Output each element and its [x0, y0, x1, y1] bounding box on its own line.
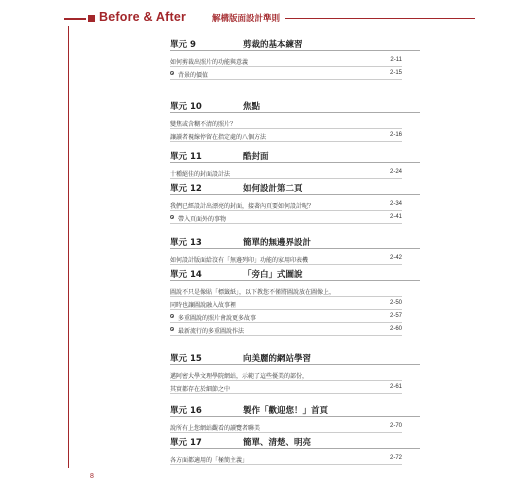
toc-entry[interactable]: [170, 300, 402, 311]
book-subtitle: 解構版面設計準則: [212, 14, 281, 24]
toc-entry-text: 多重圖說的照片會說更多故事: [178, 315, 257, 322]
entry-divider: [170, 393, 402, 394]
unit-divider: [170, 280, 420, 281]
unit-label: 單元 15: [170, 354, 202, 364]
unit-heading: [170, 150, 420, 164]
unit-label: 單元 9: [170, 40, 196, 50]
toc-entry-text: 如何設計版面給沒有「無邊列印」功能的家用印表機: [170, 257, 309, 264]
entry-divider: [170, 223, 402, 224]
toc-entry-page: 2-57: [389, 313, 402, 319]
toc-entry-text: 同時也讓圖說融入故事裡: [170, 302, 237, 309]
circle-bullet-icon: [170, 327, 174, 331]
entry-divider: [170, 210, 402, 211]
unit-label: 單元 10: [170, 102, 202, 112]
unit-title: 剪裁的基本練習: [243, 40, 303, 50]
unit-heading: [170, 404, 420, 418]
toc-entry[interactable]: [170, 423, 402, 434]
toc-entry[interactable]: [170, 371, 402, 382]
unit-heading: [170, 268, 420, 282]
toc-entry[interactable]: [170, 169, 402, 180]
entry-divider: [170, 464, 402, 465]
toc-entry-page: 2-50: [389, 300, 402, 306]
unit-heading: [170, 236, 420, 250]
toc-entry-text: 我們已經設計出漂亮的封面，接著內頁要如何設計呢？: [170, 203, 315, 210]
unit-label: 單元 13: [170, 238, 202, 248]
unit-label: 單元 16: [170, 406, 202, 416]
toc-entry-page: 2-61: [389, 384, 402, 390]
unit-label: 單元 12: [170, 184, 202, 194]
unit-title: 「旁白」式圖說: [243, 270, 303, 280]
toc-entry-page: 2-15: [389, 70, 402, 76]
unit-divider: [170, 416, 420, 417]
toc-entry[interactable]: [170, 214, 402, 225]
toc-entry-text: 說所有上您網站觀看的讀覽者聯美: [170, 425, 261, 432]
unit-heading: [170, 352, 420, 366]
toc-entry-text: 帶入頁面外的事物: [178, 216, 227, 223]
unit-divider: [170, 50, 420, 51]
toc-entry-text: 如何剪裁出照片的功能與意義: [170, 59, 249, 66]
toc-entry-text: 最新流行的多重圖說作法: [178, 328, 245, 335]
entry-divider: [170, 380, 402, 381]
unit-title: 簡單的無邊界設計: [243, 238, 312, 248]
page-number: 8: [90, 473, 94, 480]
unit-divider: [170, 112, 420, 113]
unit-label: 單元 17: [170, 438, 202, 448]
toc-entry-page: 2-11: [390, 57, 402, 63]
toc-entry[interactable]: [170, 57, 402, 68]
unit-heading: [170, 436, 420, 450]
unit-title: 向美麗的網站學習: [243, 354, 312, 364]
unit-heading: [170, 182, 420, 196]
unit-title: 製作「歡迎您！」首頁: [243, 406, 329, 416]
unit-title: 酷封面: [243, 152, 269, 162]
unit-divider: [170, 248, 420, 249]
circle-bullet-icon: [170, 215, 174, 219]
unit-divider: [170, 448, 420, 449]
toc-entry[interactable]: [170, 455, 402, 466]
unit-divider: [170, 364, 420, 365]
unit-heading: [170, 100, 420, 114]
toc-entry-page: 2-24: [389, 169, 402, 175]
unit-divider: [170, 162, 420, 163]
circle-bullet-icon: [170, 314, 174, 318]
toc-entry[interactable]: [170, 313, 402, 324]
unit-label: 單元 11: [170, 152, 202, 162]
entry-divider: [170, 432, 402, 433]
toc-entry-page: 2-41: [389, 214, 402, 220]
unit-title: 焦點: [243, 102, 261, 112]
toc-entry[interactable]: [170, 132, 402, 143]
toc-entry-text: 各方面都適用的「極簡主義」: [170, 457, 249, 464]
unit-divider: [170, 194, 420, 195]
toc-entry[interactable]: [170, 201, 402, 212]
entry-divider: [170, 141, 402, 142]
header-square-bullet: [88, 15, 95, 22]
toc-entry-page: 2-70: [389, 423, 402, 429]
toc-entry[interactable]: [170, 326, 402, 337]
unit-heading: [170, 38, 420, 52]
toc-entry-text: 十種絕佳的封面設計法: [170, 171, 231, 178]
unit-title: 簡單、清楚、明亮: [243, 438, 312, 448]
entry-divider: [170, 178, 402, 179]
toc-entry[interactable]: [170, 70, 402, 81]
entry-divider: [170, 66, 402, 67]
toc-entry-text: 變焦或含糊不清的照片？: [170, 121, 237, 128]
entry-divider: [170, 296, 402, 297]
toc-entry[interactable]: [170, 384, 402, 395]
toc-entry-page: 2-42: [389, 255, 402, 261]
toc-entry-text: 背景的價值: [178, 72, 209, 79]
toc-entry-text: 其實都存在於細節之中: [170, 386, 231, 393]
page-header: [0, 10, 520, 26]
unit-label: 單元 14: [170, 270, 202, 280]
header-rule-right: [285, 18, 475, 19]
toc-entry-page: 2-72: [389, 455, 402, 461]
toc-entry-text: 圖說不只是像貼「標籤紙」，以下教您不僅將圖說放在圖像上，: [170, 289, 336, 296]
toc-entry-text: 讓讀者視線停留在指定處的八個方法: [170, 134, 267, 141]
toc-entry-page: 2-60: [389, 326, 402, 332]
circle-bullet-icon: [170, 71, 174, 75]
toc-entry[interactable]: [170, 255, 402, 266]
entry-divider: [170, 128, 402, 129]
entry-divider: [170, 322, 402, 323]
side-margin-rule: [68, 26, 69, 468]
toc-entry[interactable]: [170, 119, 402, 130]
entry-divider: [170, 79, 402, 80]
toc-entry-page: 2-16: [389, 132, 402, 138]
entry-divider: [170, 335, 402, 336]
book-title: Before & After: [99, 10, 187, 24]
entry-divider: [170, 264, 402, 265]
unit-title: 如何設計第二頁: [243, 184, 303, 194]
entry-divider: [170, 309, 402, 310]
header-rule-left: [64, 18, 86, 20]
toc-entry[interactable]: [170, 287, 402, 298]
toc-entry-text: 邁阿密大學文理學院網站，示範了這些優美的部份，: [170, 373, 309, 380]
toc-entry-page: 2-34: [389, 201, 402, 207]
